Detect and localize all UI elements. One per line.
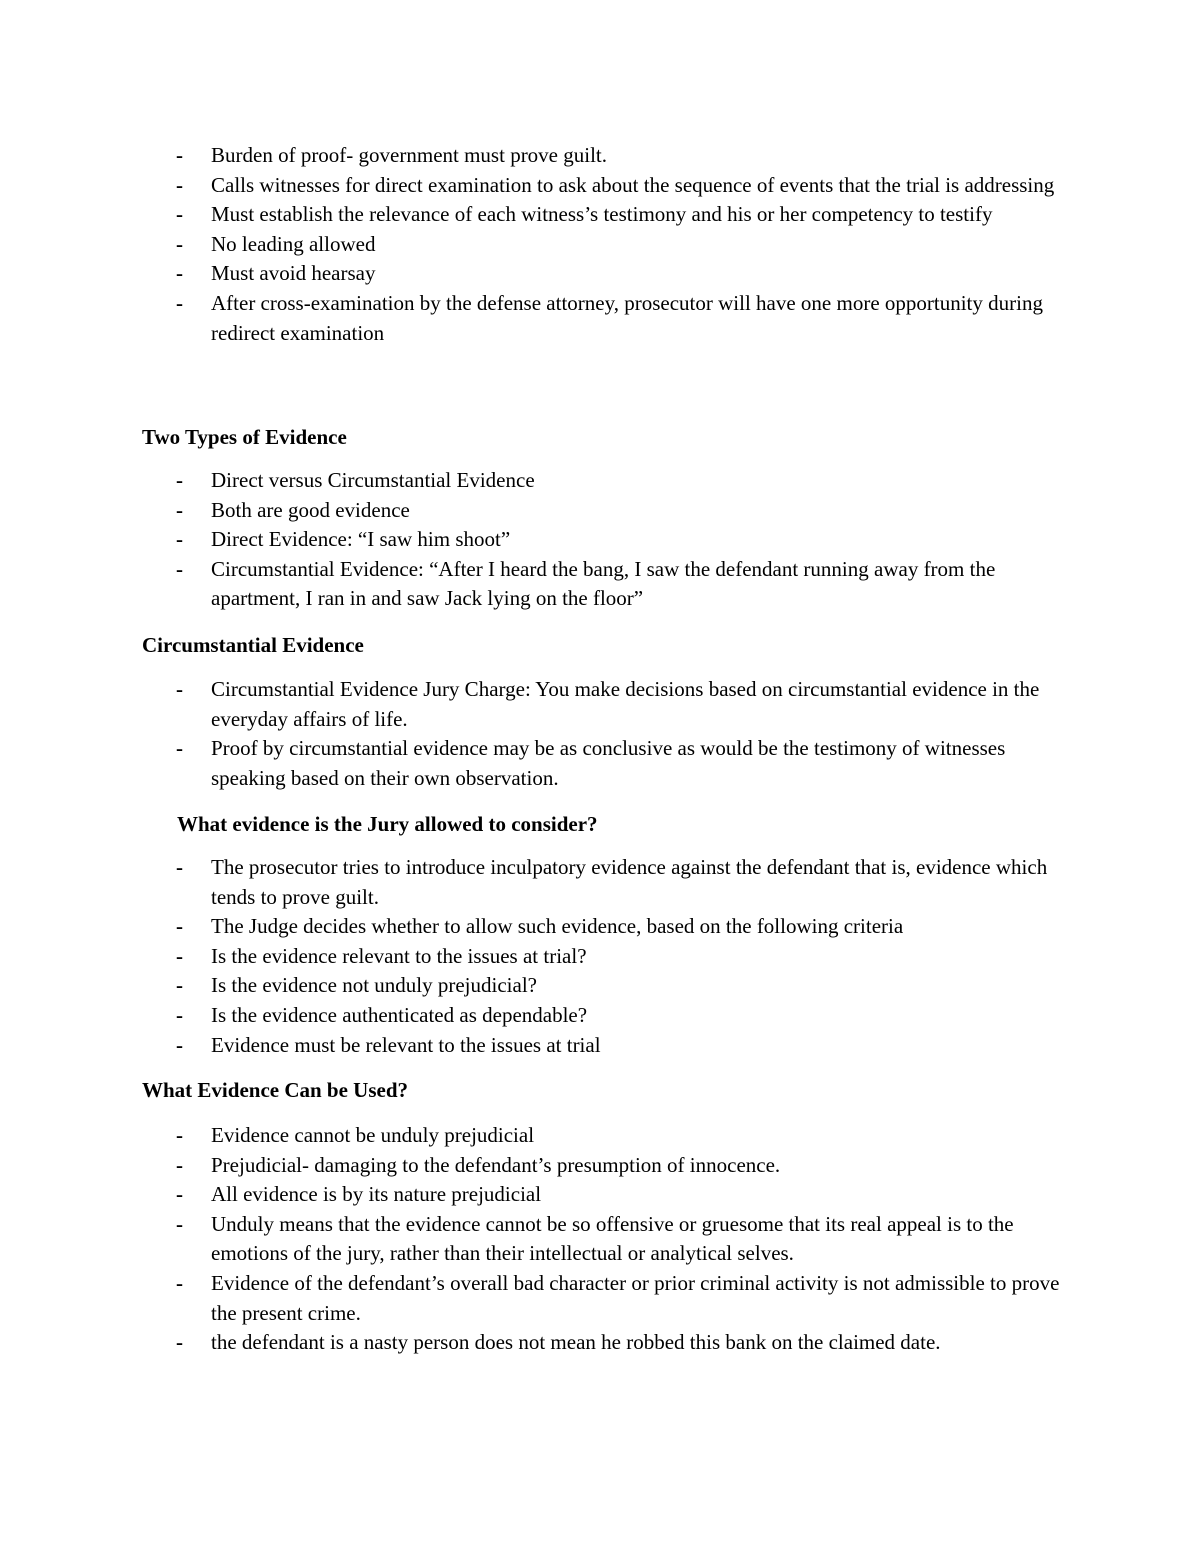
bullet-dash: - [176, 143, 183, 167]
heading-two-types-of-evidence: Two Types of Evidence [142, 425, 347, 449]
list-item: - Must avoid hearsay [0, 259, 1071, 289]
list-item: - Is the evidence relevant to the issues at trial? [0, 942, 1071, 972]
bullet-dash: - [176, 677, 183, 701]
bullet-list-prosecutor [0, 141, 1200, 348]
bullet-dash: - [176, 231, 183, 256]
bullet-dash: - [176, 556, 183, 581]
list-item: - Must establish the relevance of each witness’s testimony and his or her competency to testify [0, 200, 1071, 230]
heading-jury-allowed: What evidence is the Jury allowed to consider? [177, 812, 598, 836]
list-item: - Circumstantial Evidence: “After I heard the bang, I saw the defendant running away from the apartment, I ran in and saw Jack lying on the floor” [176, 556, 996, 611]
list-item: - Prejudicial- damaging to the defendant’s presumption of innocence. [0, 1151, 1071, 1181]
list-item: - Is the evidence authenticated as dependable? [0, 1001, 1071, 1031]
bullet-dash: - [176, 973, 183, 998]
bullet-dash: - [176, 1152, 183, 1177]
bullet-dash: - [176, 943, 183, 968]
list-item: - Both are good evidence [0, 496, 1071, 526]
bullet-dash: - [176, 290, 183, 315]
bullet-dash: - [176, 855, 183, 879]
list-item: - Burden of proof- government must prove guilt. [0, 141, 1071, 171]
list-item: - All evidence is by its nature prejudicial [0, 1180, 1071, 1210]
list-item: - the defendant is a nasty person does not mean he robbed this bank on the claimed date. [0, 1328, 1071, 1358]
bullet-dash: - [176, 468, 183, 492]
list-item: - Proof by circumstantial evidence may be as conclusive as would be the testimony of witnesses speaking based on their own observation. [176, 736, 1006, 790]
bullet-dash: - [176, 1211, 183, 1236]
bullet-dash: - [176, 914, 183, 939]
bullet-dash: - [176, 202, 183, 227]
list-item: - The Judge decides whether to allow such evidence, based on the following criteria [0, 912, 1071, 942]
list-item: - Direct versus Circumstantial Evidence [0, 466, 1071, 496]
list-item: - Evidence cannot be unduly prejudicial [0, 1121, 1071, 1151]
list-item: - Circumstantial Evidence Jury Charge: You make decisions based on circumstantial evidence in the everyday affairs of life. [176, 677, 1040, 731]
bullet-list-jury-allowed [0, 853, 1200, 1060]
bullet-dash: - [176, 1182, 183, 1207]
list-item: - Is the evidence not unduly prejudicial? [0, 971, 1071, 1001]
bullet-dash: - [176, 1330, 183, 1355]
bullet-dash: - [176, 736, 183, 761]
bullet-dash: - [176, 497, 183, 522]
list-item: - Evidence of the defendant’s overall bad character or prior criminal activity is not admissible to prove the present crime. [176, 1270, 1060, 1325]
bullet-list-two-types [0, 466, 1200, 614]
bullet-dash: - [176, 261, 183, 286]
heading-circumstantial-evidence: Circumstantial Evidence [142, 633, 364, 657]
bullet-dash: - [176, 1002, 183, 1027]
bullet-list-evidence-used [0, 1121, 1200, 1358]
list-item: - Calls witnesses for direct examination to ask about the sequence of events that the trial is addressing [0, 171, 1071, 201]
list-item: - The prosecutor tries to introduce inculpatory evidence against the defendant that is, evidence which tends to prove guilt. [176, 855, 1048, 909]
bullet-dash: - [176, 172, 183, 197]
list-item: - After cross-examination by the defense attorney, prosecutor will have one more opportunity during redirect examination [176, 290, 1043, 345]
bullet-list-circumstantial [0, 675, 1200, 793]
list-item: - Unduly means that the evidence cannot be so offensive or gruesome that its real appeal is to the emotions of the jury, rather than their intellectual or analytical selves. [176, 1211, 1014, 1266]
bullet-dash: - [176, 1032, 183, 1057]
list-item: - Direct Evidence: “I saw him shoot” [0, 525, 1071, 555]
heading-evidence-can-be-used: What Evidence Can be Used? [142, 1078, 409, 1102]
bullet-dash: - [176, 1123, 183, 1147]
bullet-dash: - [176, 527, 183, 552]
list-item: - Evidence must be relevant to the issues at trial [0, 1031, 1071, 1061]
list-item: - No leading allowed [0, 230, 1071, 260]
bullet-dash: - [176, 1270, 183, 1295]
